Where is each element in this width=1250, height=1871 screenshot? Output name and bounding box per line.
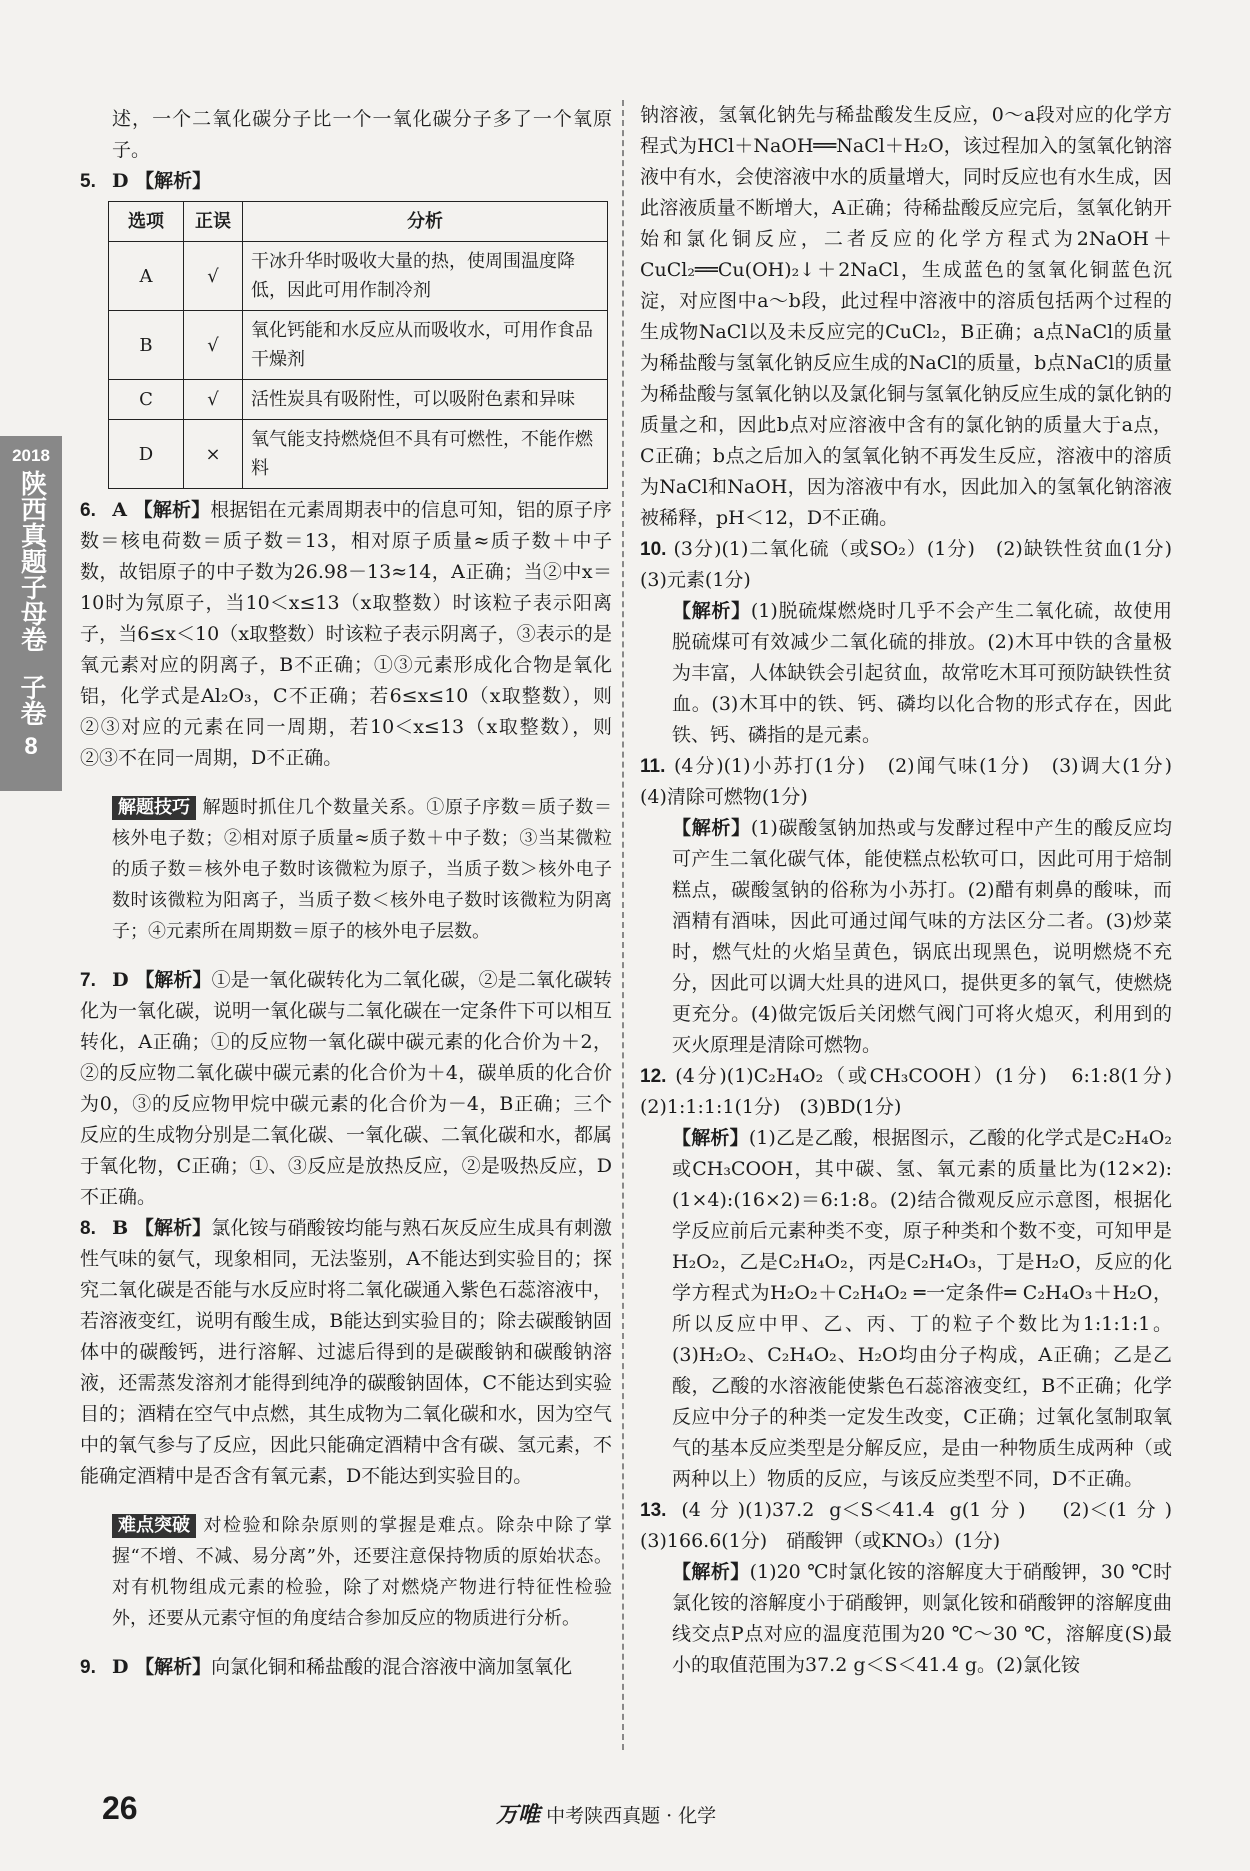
q8-answer: B 【解析】 — [112, 1217, 212, 1239]
row-analysis: 氧化钙能和水反应从而吸收水，可用作食品干燥剂 — [243, 311, 608, 380]
brand-logo: 万唯 — [496, 1802, 541, 1827]
q7-block — [80, 965, 612, 1213]
q11-number: 11. — [640, 756, 666, 777]
q8-block — [80, 1213, 612, 1492]
row-mark: √ — [184, 242, 243, 311]
analysis-tag: 【解析】 — [672, 1127, 749, 1149]
q5-header — [80, 166, 612, 197]
tip-text: 解题时抓住几个数量关系。①原子序数＝质子数＝核外电子数；②相对原子质量≈质子数＋中子数；③当某微粒的质子数＝核外电子数时该微粒为原子，当质子数＞核外电子数时该微粒为阳离子，当质子数＜核外电子数时该微粒为阴离子；④元素所在周期数＝原子的核外电子层数。 — [112, 797, 612, 942]
tip-label: 难点突破 — [112, 1514, 196, 1538]
table-row — [109, 380, 608, 420]
row-mark: × — [184, 420, 243, 489]
q12-number: 12. — [640, 1066, 667, 1087]
table-row — [109, 242, 608, 311]
q12-analysis — [640, 1123, 1172, 1495]
q13-block — [640, 1495, 1192, 1557]
footer-title — [496, 1798, 716, 1829]
row-option: C — [109, 380, 184, 420]
analysis-tag: 【解析】 — [672, 817, 751, 839]
q12-explanation: (1)乙是乙酸，根据图示，乙酸的化学式是C₂H₄O₂或CH₃COOH，其中碳、氢、氧元素的质量比为(12×2):(1×4):(16×2)＝6:1:8。(2)结合微观反应示意图，根据化学反应前后元素种类不变，原子种类和个数不变，可知甲是H₂O₂，乙是C₂H₄O₂，丙是C₂H₄O₃，丁是H₂O，反应的化学方程式为H₂O₂＋C₂H₄O₂ ═一定条件═ C₂H₄O₃＋H₂O，所以反应中甲、乙、丙、丁的粒子个数比为1:1:1:1。(3)H₂O₂、C₂H₄O₂、H₂O均由分子构成，A正确；乙是乙酸，乙酸的水溶液能使紫色石蕊溶液变红，B不正确；化学反应中分子的种类一定发生改变，C正确；过氧化氢制取氧气的基本反应类型是分解反应，是由一种物质生成两种（或两种以上）物质的反应，与该反应类型不同，D不正确。 — [672, 1127, 1172, 1490]
sidebar-volume-number: 8 — [24, 733, 38, 760]
q5-analysis-table — [108, 201, 608, 489]
q8-tip — [112, 1510, 612, 1634]
q12-answer: (4分)(1)C₂H₄O₂（或CH₃COOH）(1分) 6:1:8(1分) (2)1:1:1:1(1分) (3)BD(1分) — [640, 1065, 1192, 1118]
q7-explanation: ①是一氧化碳转化为二氧化碳，②是二氧化碳转化为一氧化碳，说明一氧化碳与二氧化碳在一定条件下可以相互转化，A正确；①的反应物一氧化碳中碳元素的化合价为＋2，②的反应物二氧化碳中碳元素的化合价为＋4，碳单质的化合价为0，③的反应物甲烷中碳元素的化合价为－4，B正确；三个反应的生成物分别是二氧化碳、一氧化碳、二氧化碳和水，都属于氧化物，C正确；①、③反应是放热反应，②是吸热反应，D不正确。 — [80, 969, 613, 1208]
q7-number: 7. — [80, 970, 96, 991]
q6-answer: A 【解析】 — [112, 499, 211, 521]
q8-explanation: 氯化铵与硝酸铵均能与熟石灰反应生成具有刺激性气味的氨气，现象相同，无法鉴别，A不能达到实验目的；探究二氧化碳是否能与水反应时将二氧化碳通入紫色石蕊溶液中，若溶液变红，说明有酸生成，B能达到实验目的；除去碳酸钠固体中的碳酸钙，进行溶解、过滤后得到的是碳酸钠和碳酸钠溶液，还需蒸发溶剂才能得到纯净的碳酸钠固体，C不能达到实验目的；酒精在空气中点燃，其生成物为二氧化碳和水，因为空气中的氧气参与了反应，因此只能确定酒精中含有碳、氢元素，不能确定酒精中是否含有氧元素，D不能达到实验目的。 — [80, 1217, 613, 1487]
volume-sidebar-tab — [0, 436, 62, 791]
sidebar-subtitle — [0, 674, 62, 733]
analysis-tag: 【解析】 — [672, 1561, 750, 1583]
q11-explanation: (1)碳酸氢钠加热或与发酵过程中产生的酸反应均可产生二氧化碳气体，能使糕点松软可口，因此可用于焙制糕点，碳酸氢钠的俗称为小苏打。(2)醋有刺鼻的酸味，而酒精有酒味，因此可通过闻气味的方法区分二者。(3)炒菜时，燃气灶的火焰呈黄色，锅底出现黑色，说明燃烧不充分，因此可以调大灶具的进风口，提供更多的氧气，使燃烧更充分。(4)做完饭后关闭燃气阀门可将火熄灭，利用到的灭火原理是清除可燃物。 — [672, 817, 1172, 1056]
row-mark: √ — [184, 380, 243, 420]
left-column — [80, 104, 612, 1683]
right-column — [640, 100, 1192, 1681]
q6-tip — [112, 792, 612, 947]
row-analysis: 活性炭具有吸附性，可以吸附色素和异味 — [243, 380, 608, 420]
tip-label: 解题技巧 — [112, 796, 196, 820]
row-analysis: 干冰升华时吸收大量的热，使周围温度降低，因此可用作制冷剂 — [243, 242, 608, 311]
q10-analysis — [640, 596, 1172, 751]
book-title: 中考陕西真题 · 化学 — [546, 1805, 717, 1827]
row-option: B — [109, 311, 184, 380]
column-divider — [622, 100, 624, 1750]
q13-explanation: (1)20 ℃时氯化铵的溶解度大于硝酸钾，30 ℃时氯化铵的溶解度小于硝酸钾，则氯化铵和硝酸钾的溶解度曲线交点P点对应的温度范围为20 ℃～30 ℃，溶解度(S)最小的取值范围为37.2 g＜S＜41.4 g。(2)氯化铵 — [672, 1561, 1172, 1676]
q9-number: 9. — [80, 1657, 96, 1678]
q12-block — [640, 1061, 1192, 1123]
sidebar-year: 2018 — [12, 446, 50, 465]
tip-text: 对检验和除杂原则的掌握是难点。除杂中除了掌握“不增、不减、易分离”外，还要注意保持物质的原始状态。对有机物组成元素的检验，除了对燃烧产物进行特征性检验外，还要从元素守恒的角度结合参加反应的物质进行分析。 — [112, 1515, 612, 1629]
q9-continuation: 钠溶液，氢氧化钠先与稀盐酸发生反应，0～a段对应的化学方程式为HCl＋NaOH══NaCl＋H₂O，该过程加入的氢氧化钠溶液中有水，会使溶液中水的质量增大，同时反应也有水生成，因此溶液质量不断增大，A正确；待稀盐酸反应完后，氢氧化钠开始和氯化铜反应，二者反应的化学方程式为2NaOH＋CuCl₂══Cu(OH)₂↓＋2NaCl，生成蓝色的氢氧化铜蓝色沉淀，对应图中a～b段，此过程中溶液中的溶质包括两个过程的生成物NaCl以及未反应完的CuCl₂，B正确；a点NaCl的质量为稀盐酸与氢氧化钠反应生成的NaCl的质量，b点NaCl的质量为稀盐酸与氢氧化钠以及氯化铜与氢氧化钠反应生成的氯化钠的质量之和，因此b点对应溶液中含有的氯化钠的质量大于a点，C正确；b点之后加入的氢氧化钠不再发生反应，溶液中的溶质为NaCl和NaOH，因为溶液中有水，因此加入的氢氧化钠溶液被稀释，pH＜12，D不正确。 — [640, 104, 1173, 529]
q4-continuation: 述，一个二氧化碳分子比一个一氧化碳分子多了一个氧原子。 — [112, 108, 612, 161]
q6-explanation: 根据铝在元素周期表中的信息可知，铝的原子序数＝核电荷数＝质子数＝13，相对原子质量≈质子数＋中子数，故铝原子的中子数为26.98－13≈14，A正确；当②中x＝10时为氖原子，当10＜x≤13（x取整数）时该粒子表示阳离子，当6≤x＜10（x取整数）时该粒子表示阴离子，③表示的是氧元素对应的阴离子，B不正确；①③元素形成化合物是氧化铝，化学式是Al₂O₃，C不正确；若6≤x≤10（x取整数），则②③对应的元素在同一周期，若10＜x≤13（x取整数），则②③不在同一周期，D不正确。 — [80, 499, 612, 769]
q13-number: 13. — [640, 1500, 667, 1521]
table-row — [109, 311, 608, 380]
q5-number: 5. — [80, 171, 96, 192]
q7-answer: D 【解析】 — [112, 969, 212, 991]
q13-analysis — [640, 1557, 1172, 1681]
row-analysis: 氧气能支持燃烧但不具有可燃性，不能作燃料 — [243, 420, 608, 489]
q11-block — [640, 751, 1191, 813]
row-mark: √ — [184, 311, 243, 380]
q10-block — [640, 534, 1192, 596]
analysis-tag: 【解析】 — [672, 600, 751, 622]
row-option: A — [109, 242, 184, 311]
page-footer — [0, 1790, 1250, 1840]
sidebar-title-text: 陕西真题子母卷 — [16, 470, 47, 652]
q10-number: 10. — [640, 539, 667, 560]
sidebar-subtitle-text: 子卷 — [16, 674, 46, 726]
table-header-analysis: 分析 — [243, 202, 608, 242]
q9-explanation: 向氯化铜和稀盐酸的混合溶液中滴加氢氧化 — [211, 1656, 573, 1678]
q9-answer: D 【解析】 — [112, 1656, 212, 1678]
table-header-correctness: 正误 — [184, 202, 243, 242]
q6-number: 6. — [80, 500, 96, 521]
q10-explanation: (1)脱硫煤燃烧时几乎不会产生二氧化硫，故使用脱硫煤可有效减少二氧化硫的排放。(2)木耳中铁的含量极为丰富，人体缺铁会引起贫血，故常吃木耳可预防缺铁性贫血。(3)木耳中的铁、钙、磷均以化合物的形式存在，因此铁、钙、磷指的是元素。 — [672, 600, 1172, 746]
q10-answer: (3分)(1)二氧化硫（或SO₂）(1分) (2)缺铁性贫血(1分) (3)元素(1分) — [640, 538, 1192, 591]
q8-number: 8. — [80, 1218, 96, 1239]
q11-analysis — [640, 813, 1172, 1061]
q11-answer: (4分)(1)小苏打(1分) (2)闻气味(1分) (3)调大(1分) (4)清除可燃物(1分) — [640, 755, 1191, 808]
table-row — [109, 420, 608, 489]
table-header-option: 选项 — [109, 202, 184, 242]
page-number: 26 — [102, 1790, 138, 1826]
q5-answer: D 【解析】 — [112, 170, 212, 192]
row-option: D — [109, 420, 184, 489]
q6-block — [80, 495, 612, 774]
q13-answer: (4分)(1)37.2 g＜S＜41.4 g(1分) (2)＜(1分) (3)166.6(1分) 硝酸钾（或KNO₃）(1分) — [640, 1499, 1192, 1552]
sidebar-title — [0, 470, 62, 660]
q9-block — [80, 1652, 612, 1683]
